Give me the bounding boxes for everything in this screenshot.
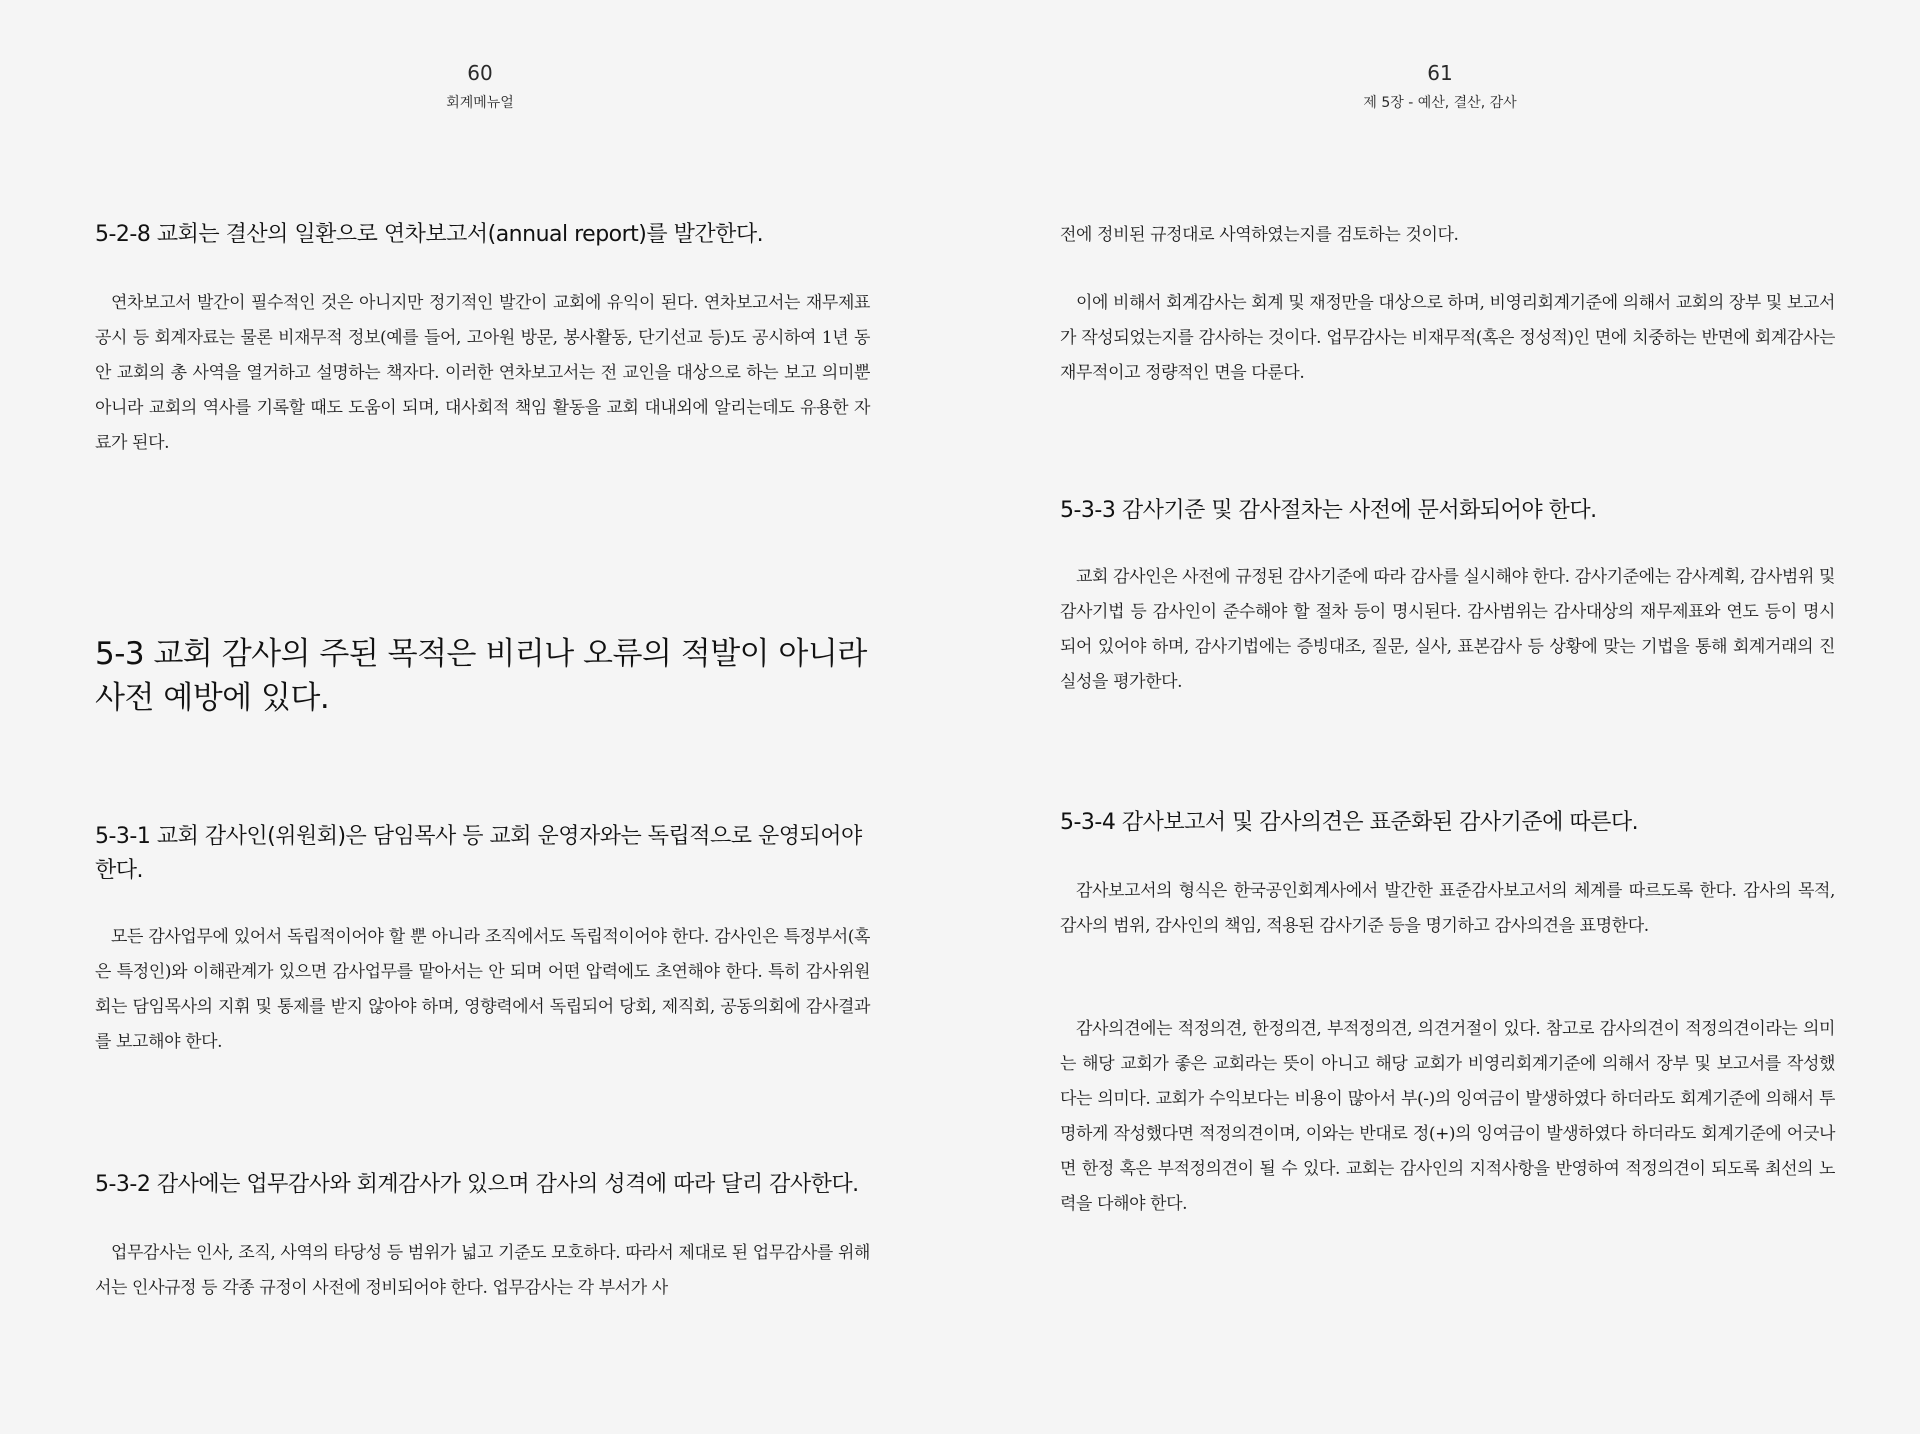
section-heading: 5-3-4 감사보고서 및 감사의견은 표준화된 감사기준에 따른다.: [1060, 810, 1639, 835]
chapter-section-heading: 5-3 교회 감사의 주된 목적은 비리나 오류의 적발이 아니라 사전 예방에 있다.: [95, 636, 867, 716]
body-paragraph: 업무감사는 인사, 조직, 사역의 타당성 등 범위가 넓고 기준도 모호하다. 따라서 제대로 된 업무감사를 위해서는 인사규정 등 각종 규정이 사전에 정비되어야 한다. 업무감사는 각 부서가 사: [95, 1243, 870, 1298]
body-paragraph: 전에 정비된 규정대로 사역하였는지를 검토하는 것이다.: [1060, 225, 1459, 245]
section-5-3-4-body-a: [1060, 874, 1835, 944]
section-5-3-3-body: [1060, 560, 1835, 700]
section-5-3-4-body-b: [1060, 1012, 1835, 1222]
section-5-3-1: [95, 820, 870, 888]
section-heading: 5-3-3 감사기준 및 감사절차는 사전에 문서화되어야 한다.: [1060, 498, 1597, 523]
body-paragraph: 감사보고서의 형식은 한국공인회계사에서 발간한 표준감사보고서의 체계를 따르도록 한다. 감사의 목적, 감사의 범위, 감사인의 책임, 적용된 감사기준 등을 명기하고 감사의견을 표명한다.: [1060, 881, 1835, 936]
section-5-3-2: [95, 1168, 870, 1202]
section-heading: 5-3-1 교회 감사인(위원회)은 담임목사 등 교회 운영자와는 독립적으로 운영되어야 한다.: [95, 824, 862, 883]
section-5-3: [95, 632, 870, 720]
section-5-3-4: [1060, 806, 1835, 840]
section-5-3-2-continued: [1060, 286, 1835, 391]
running-title: 회계메뉴얼: [446, 95, 514, 111]
body-paragraph: 연차보고서 발간이 필수적인 것은 아니지만 정기적인 발간이 교회에 유익이 된다. 연차보고서는 재무제표 공시 등 회계자료는 물론 비재무적 정보(예를 들어, 고아원 방문, 봉사활동, 단기선교 등)도 공시하여 1년 동안 교회의 총 사역을 열거하고 설명하는 책자다. 이러한 연차보고서는 전 교인을 대상으로 하는 보고 의미뿐 아니라 교회의 역사를 기록할 때도 도움이 되며, 대사회적 책임 활동을 교회 대내외에 알리는데도 유용한 자료가 된다.: [95, 293, 870, 453]
section-heading: 5-2-8 교회는 결산의 일환으로 연차보고서(annual report)를 발간한다.: [95, 222, 764, 247]
body-paragraph: 이에 비해서 회계감사는 회계 및 재정만을 대상으로 하며, 비영리회계기준에 의해서 교회의 장부 및 보고서가 작성되었는지를 감사하는 것이다. 업무감사는 비재무적(혹은 정성적)인 면에 치중하는 반면에 회계감사는 재무적이고 정량적인 면을 다룬다.: [1060, 293, 1835, 383]
body-paragraph: 모든 감사업무에 있어서 독립적이어야 할 뿐 아니라 조직에서도 독립적이어야 한다. 감사인은 특정부서(혹은 특정인)와 이해관계가 있으면 감사업무를 맡아서는 안 되며 어떤 압력에도 초연해야 한다. 특히 감사위원회는 담임목사의 지휘 및 통제를 받지 않아야 하며, 영향력에서 독립되어 당회, 제직회, 공동의회에 감사결과를 보고해야 한다.: [95, 927, 870, 1052]
body-paragraph: 교회 감사인은 사전에 규정된 감사기준에 따라 감사를 실시해야 한다. 감사기준에는 감사계획, 감사범위 및 감사기법 등 감사인이 준수해야 할 절차 등이 명시된다. 감사범위는 감사대상의 재무제표와 연도 등이 명시되어 있어야 하며, 감사기법에는 증빙대조, 질문, 실사, 표본감사 등 상황에 맞는 기법을 통해 회계거래의 진실성을 평가한다.: [1060, 567, 1835, 692]
page-number: 61: [1427, 61, 1453, 85]
section-heading: 5-3-2 감사에는 업무감사와 회계감사가 있으며 감사의 성격에 따라 달리 감사한다.: [95, 1172, 859, 1197]
running-title: 제 5장 - 예산, 결산, 감사: [1363, 95, 1517, 111]
right-page-header: [960, 60, 1920, 112]
body-paragraph: 감사의견에는 적정의견, 한정의견, 부적정의견, 의견거절이 있다. 참고로 감사의견이 적정의견이라는 의미는 해당 교회가 좋은 교회라는 뜻이 아니고 해당 교회가 비영리회계기준에 의해서 장부 및 보고서를 작성했다는 의미다. 교회가 수익보다는 비용이 많아서 부(-)의 잉여금이 발생하였다 하더라도 회계기준에 의해서 투명하게 작성했다면 적정의견이며, 이와는 반대로 정(+)의 잉여금이 발생하였다 하더라도 회계기준에 어긋나면 한정 혹은 부적정의견이 될 수 있다. 교회는 감사인의 지적사항을 반영하여 적정의견이 되도록 최선의 노력을 다해야 한다.: [1060, 1019, 1835, 1214]
page-number: 60: [467, 61, 493, 85]
right-page: [960, 0, 1920, 1434]
section-5-2-8: [95, 218, 870, 252]
section-5-3-1-body: [95, 920, 870, 1060]
section-5-3-3: [1060, 494, 1835, 528]
continued-text: [1060, 218, 1835, 253]
section-5-3-2-body: [95, 1236, 870, 1306]
section-5-2-8-body: [95, 286, 870, 461]
